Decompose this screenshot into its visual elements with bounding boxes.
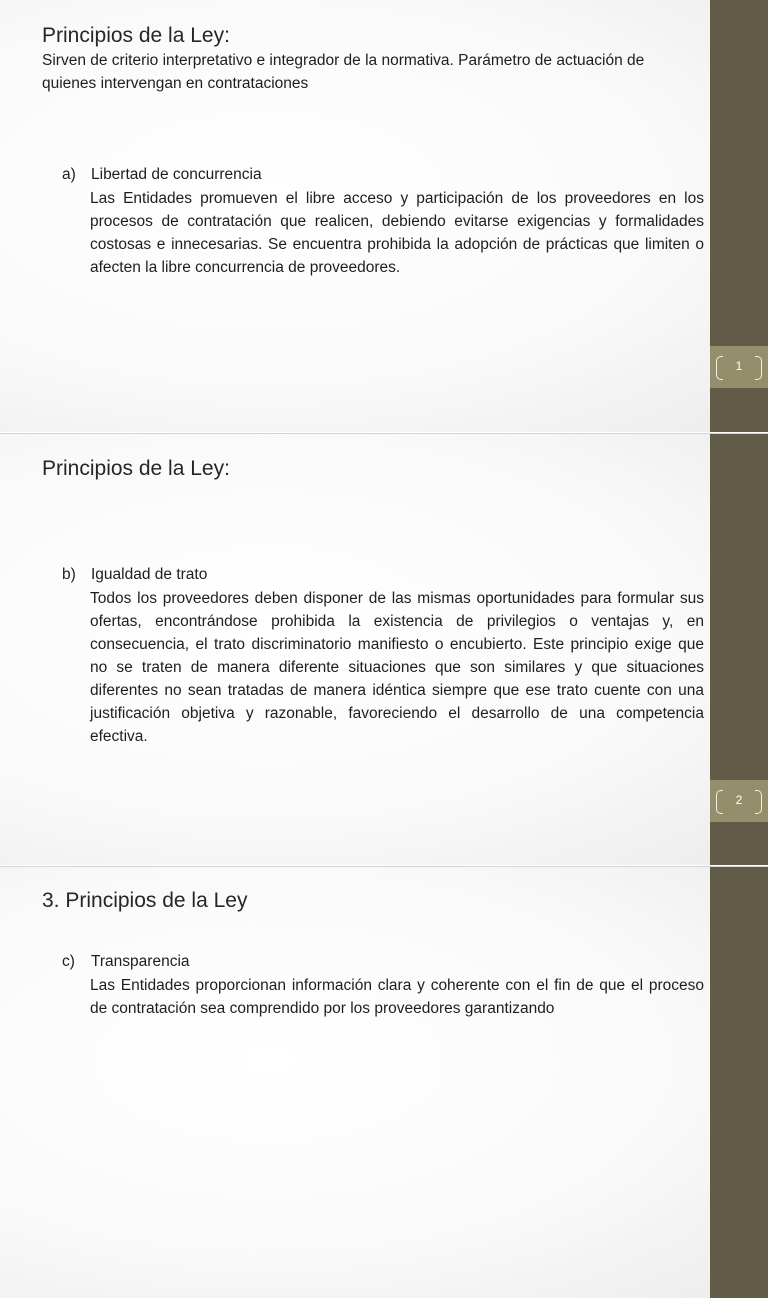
principle-item-b	[62, 563, 704, 748]
principle-letter: c)	[62, 953, 75, 970]
slide-2	[0, 433, 768, 865]
principle-heading-text: Transparencia	[91, 953, 190, 970]
principle-heading-text: Igualdad de trato	[91, 566, 208, 583]
page-number-badge	[710, 346, 768, 388]
slide-title: 3. Principios de la Ley	[42, 889, 248, 912]
slide-1	[0, 0, 768, 432]
principle-body: Las Entidades promueven el libre acceso y participación de los proveedores en los procesos de contratación que realicen, debiendo evitarse exigencias y formalidades costosas e innecesarias. Se encuentra prohibida la adopción de prácticas que limiten o afecten la libre concurrencia de proveedores.	[90, 190, 704, 276]
slide-sidebar	[710, 867, 768, 1298]
principle-letter: a)	[62, 166, 76, 183]
principle-heading	[62, 163, 704, 186]
slide-subtitle: Sirven de criterio interpretativo e integrador de la normativa. Parámetro de actuación de quienes intervengan en contrataciones	[42, 52, 645, 92]
principle-body: Todos los proveedores deben disponer de las mismas oportunidades para formular sus ofertas, encontrándose prohibida la existencia de privilegios o ventajas y, en consecuencia, el trato discriminatorio manifiesto o encubierto. Este principio exige que no se traten de manera diferente situaciones que son similares y que situaciones diferentes no sean tratadas de manera idéntica siempre que ese trato cuente con una justificación objetiva y razonable, favoreciendo el desarrollo de una competencia efectiva.	[90, 590, 704, 745]
principle-heading	[62, 563, 704, 586]
page-number: 1	[735, 359, 743, 373]
slide-3	[0, 866, 768, 1298]
principle-item-a	[62, 163, 704, 279]
slide-title: Principios de la Ley:	[42, 24, 230, 47]
principle-item-c	[62, 950, 704, 1020]
principle-letter: b)	[62, 566, 76, 583]
principle-heading-text: Libertad de concurrencia	[91, 166, 262, 183]
principle-heading	[62, 950, 704, 973]
slide-title: Principios de la Ley:	[42, 457, 230, 480]
page-number: 2	[735, 793, 743, 807]
principle-body: Las Entidades proporcionan información clara y coherente con el fin de que el proceso de contratación sea comprendido por los proveedores garantizando	[90, 977, 704, 1017]
page-number-badge	[710, 780, 768, 822]
